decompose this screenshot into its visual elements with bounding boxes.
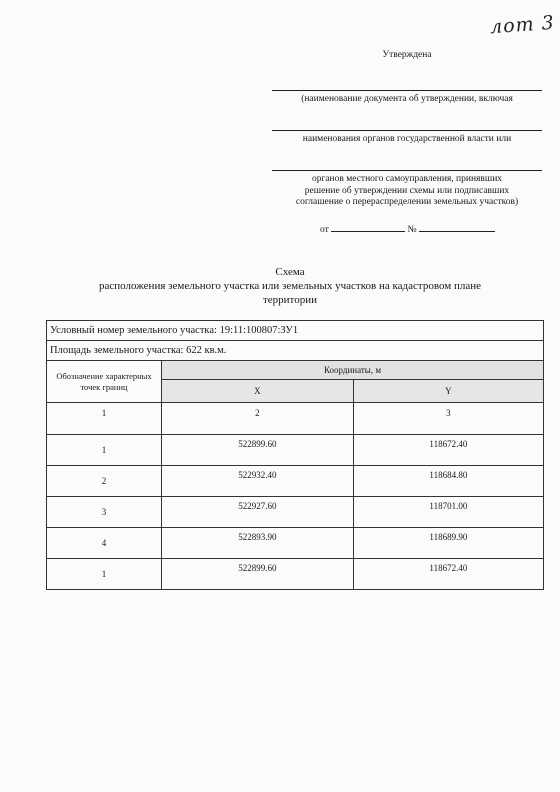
- conditional-number-row: [47, 321, 544, 341]
- from-label: от: [320, 225, 329, 235]
- y-column-header: Y: [353, 380, 543, 403]
- column-number-1: 1: [47, 403, 162, 435]
- coordinates-header: Координаты, м: [162, 361, 544, 380]
- signature-line-2: [272, 130, 542, 131]
- approval-caption-2: наименования органов государственной власти или: [302, 133, 512, 144]
- area-cell: Площадь земельного участка: 622 кв.м.: [47, 341, 544, 361]
- number-blank: [419, 223, 495, 232]
- signature-line-3: [272, 170, 542, 171]
- x-cell: 522899.60: [162, 435, 354, 466]
- table-row: [47, 435, 544, 466]
- approval-heading: Утверждена: [382, 50, 432, 60]
- approval-caption-3-line3: соглашение о перераспределении земельных участков): [295, 197, 519, 208]
- header-row-1: [47, 361, 544, 380]
- point-header-line1: Обозначение характерных: [56, 371, 152, 382]
- signature-line-1: [272, 90, 542, 91]
- x-column-header: X: [162, 380, 354, 403]
- table-row: [47, 559, 544, 590]
- y-cell: 118672.40: [353, 559, 543, 590]
- column-number-2: 2: [162, 403, 354, 435]
- y-cell: 118689.90: [353, 528, 543, 559]
- y-cell: 118684.80: [353, 466, 543, 497]
- column-number-row: [47, 403, 544, 435]
- point-cell: 1: [47, 435, 162, 466]
- title-line-1: Схема: [275, 266, 305, 278]
- x-cell: 522927.60: [162, 497, 354, 528]
- coordinates-table: [46, 320, 544, 590]
- table-row: [47, 528, 544, 559]
- point-header-line2: точек границ: [80, 381, 128, 392]
- point-cell: 1: [47, 559, 162, 590]
- x-cell: 522932.40: [162, 466, 354, 497]
- number-label: №: [407, 225, 417, 235]
- title-line-3: территории: [262, 293, 317, 306]
- approval-caption-1: (наименование документа об утверждении, включая: [301, 93, 513, 104]
- area-row: [47, 341, 544, 361]
- document-title: [70, 266, 510, 307]
- order-date-number-line: [320, 223, 495, 235]
- table-row: [47, 466, 544, 497]
- column-number-3: 3: [353, 403, 543, 435]
- y-cell: 118701.00: [353, 497, 543, 528]
- approval-caption-3: [272, 174, 542, 210]
- x-cell: 522893.90: [162, 528, 354, 559]
- title-line-2: расположения земельного участка или земельных участков на кадастровом плане: [99, 279, 481, 292]
- y-cell: 118672.40: [353, 435, 543, 466]
- handwritten-lot-note: лот 3: [489, 11, 556, 39]
- point-column-header: [47, 361, 162, 403]
- conditional-number-cell: Условный номер земельного участка: 19:11:100807:ЗУ1: [47, 321, 544, 341]
- approval-block: [272, 50, 542, 223]
- point-cell: 2: [47, 466, 162, 497]
- x-cell: 522899.60: [162, 559, 354, 590]
- approval-caption-3-line1: органов местного самоуправления, принявших: [311, 173, 503, 184]
- date-blank: [331, 223, 405, 232]
- table-row: [47, 497, 544, 528]
- point-cell: 4: [47, 528, 162, 559]
- point-cell: 3: [47, 497, 162, 528]
- approval-caption-3-line2: решение об утверждении схемы или подписавших: [304, 185, 510, 196]
